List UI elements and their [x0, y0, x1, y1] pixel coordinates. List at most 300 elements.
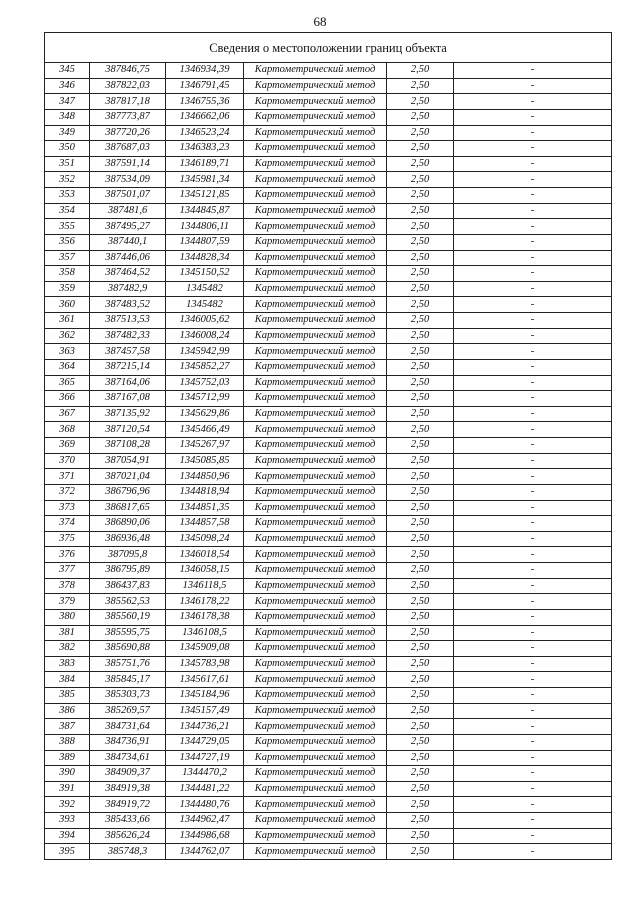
description-cell: -	[454, 719, 612, 735]
precision-cell: 2,50	[387, 438, 454, 454]
x-coordinate-cell: 387481,6	[90, 203, 166, 219]
description-cell: -	[454, 469, 612, 485]
y-coordinate-cell: 1345098,24	[166, 531, 244, 547]
description-cell: -	[454, 641, 612, 657]
table-row	[45, 484, 612, 500]
method-cell: Картометрический метод	[244, 594, 387, 610]
x-coordinate-cell: 384919,38	[90, 781, 166, 797]
y-coordinate-cell: 1344850,96	[166, 469, 244, 485]
description-cell: -	[454, 94, 612, 110]
y-coordinate-cell: 1344851,35	[166, 500, 244, 516]
method-cell: Картометрический метод	[244, 234, 387, 250]
point-number-cell: 395	[45, 844, 90, 860]
y-coordinate-cell: 1346755,36	[166, 94, 244, 110]
method-cell: Картометрический метод	[244, 78, 387, 94]
method-cell: Картометрический метод	[244, 266, 387, 282]
point-number-cell: 372	[45, 484, 90, 500]
precision-cell: 2,50	[387, 813, 454, 829]
point-number-cell: 390	[45, 766, 90, 782]
table-row	[45, 766, 612, 782]
y-coordinate-cell: 1346178,22	[166, 594, 244, 610]
description-cell: -	[454, 78, 612, 94]
method-cell: Картометрический метод	[244, 63, 387, 79]
precision-cell: 2,50	[387, 594, 454, 610]
description-cell: -	[454, 109, 612, 125]
y-coordinate-cell: 1344480,76	[166, 797, 244, 813]
x-coordinate-cell: 385433,66	[90, 813, 166, 829]
precision-cell: 2,50	[387, 578, 454, 594]
table-row	[45, 703, 612, 719]
x-coordinate-cell: 387817,18	[90, 94, 166, 110]
method-cell: Картометрический метод	[244, 766, 387, 782]
y-coordinate-cell: 1346018,54	[166, 547, 244, 563]
point-number-cell: 347	[45, 94, 90, 110]
precision-cell: 2,50	[387, 469, 454, 485]
x-coordinate-cell: 387720,26	[90, 125, 166, 141]
precision-cell: 2,50	[387, 188, 454, 204]
table-row	[45, 734, 612, 750]
point-number-cell: 386	[45, 703, 90, 719]
precision-cell: 2,50	[387, 234, 454, 250]
point-number-cell: 348	[45, 109, 90, 125]
table-row	[45, 797, 612, 813]
y-coordinate-cell: 1346178,38	[166, 609, 244, 625]
method-cell: Картометрический метод	[244, 563, 387, 579]
point-number-cell: 352	[45, 172, 90, 188]
table-row	[45, 453, 612, 469]
description-cell: -	[454, 609, 612, 625]
point-number-cell: 349	[45, 125, 90, 141]
method-cell: Картометрический метод	[244, 625, 387, 641]
method-cell: Картометрический метод	[244, 672, 387, 688]
description-cell: -	[454, 156, 612, 172]
point-number-cell: 361	[45, 313, 90, 329]
y-coordinate-cell: 1346058,15	[166, 563, 244, 579]
x-coordinate-cell: 387482,9	[90, 281, 166, 297]
point-number-cell: 351	[45, 156, 90, 172]
precision-cell: 2,50	[387, 281, 454, 297]
x-coordinate-cell: 387440,1	[90, 234, 166, 250]
description-cell: -	[454, 531, 612, 547]
description-cell: -	[454, 63, 612, 79]
table-row	[45, 719, 612, 735]
y-coordinate-cell: 1344727,19	[166, 750, 244, 766]
method-cell: Картометрический метод	[244, 94, 387, 110]
x-coordinate-cell: 387534,09	[90, 172, 166, 188]
point-number-cell: 365	[45, 375, 90, 391]
table-row	[45, 219, 612, 235]
x-coordinate-cell: 385303,73	[90, 688, 166, 704]
boundary-coordinates-table	[44, 32, 612, 860]
x-coordinate-cell: 387167,08	[90, 391, 166, 407]
method-cell: Картометрический метод	[244, 344, 387, 360]
x-coordinate-cell: 386795,89	[90, 563, 166, 579]
table-row	[45, 375, 612, 391]
precision-cell: 2,50	[387, 516, 454, 532]
x-coordinate-cell: 387457,58	[90, 344, 166, 360]
point-number-cell: 385	[45, 688, 90, 704]
point-number-cell: 370	[45, 453, 90, 469]
table-row	[45, 656, 612, 672]
precision-cell: 2,50	[387, 797, 454, 813]
x-coordinate-cell: 385748,3	[90, 844, 166, 860]
y-coordinate-cell: 1344470,2	[166, 766, 244, 782]
precision-cell: 2,50	[387, 453, 454, 469]
y-coordinate-cell: 1346008,24	[166, 328, 244, 344]
description-cell: -	[454, 500, 612, 516]
point-number-cell: 387	[45, 719, 90, 735]
y-coordinate-cell: 1346383,23	[166, 141, 244, 157]
precision-cell: 2,50	[387, 641, 454, 657]
y-coordinate-cell: 1344818,94	[166, 484, 244, 500]
description-cell: -	[454, 672, 612, 688]
precision-cell: 2,50	[387, 250, 454, 266]
method-cell: Картометрический метод	[244, 656, 387, 672]
table-row	[45, 78, 612, 94]
y-coordinate-cell: 1345629,86	[166, 406, 244, 422]
method-cell: Картометрический метод	[244, 750, 387, 766]
point-number-cell: 392	[45, 797, 90, 813]
description-cell: -	[454, 688, 612, 704]
y-coordinate-cell: 1344729,05	[166, 734, 244, 750]
x-coordinate-cell: 385690,88	[90, 641, 166, 657]
precision-cell: 2,50	[387, 359, 454, 375]
description-cell: -	[454, 750, 612, 766]
x-coordinate-cell: 384919,72	[90, 797, 166, 813]
method-cell: Картометрический метод	[244, 719, 387, 735]
point-number-cell: 368	[45, 422, 90, 438]
point-number-cell: 384	[45, 672, 90, 688]
table-row	[45, 297, 612, 313]
description-cell: -	[454, 781, 612, 797]
x-coordinate-cell: 384734,61	[90, 750, 166, 766]
method-cell: Картометрический метод	[244, 844, 387, 860]
description-cell: -	[454, 578, 612, 594]
point-number-cell: 367	[45, 406, 90, 422]
precision-cell: 2,50	[387, 766, 454, 782]
table-row	[45, 438, 612, 454]
precision-cell: 2,50	[387, 719, 454, 735]
description-cell: -	[454, 828, 612, 844]
description-cell: -	[454, 250, 612, 266]
y-coordinate-cell: 1344736,21	[166, 719, 244, 735]
precision-cell: 2,50	[387, 313, 454, 329]
method-cell: Картометрический метод	[244, 297, 387, 313]
precision-cell: 2,50	[387, 391, 454, 407]
description-cell: -	[454, 625, 612, 641]
point-number-cell: 373	[45, 500, 90, 516]
table-row	[45, 672, 612, 688]
method-cell: Картометрический метод	[244, 734, 387, 750]
y-coordinate-cell: 1344807,59	[166, 234, 244, 250]
point-number-cell: 350	[45, 141, 90, 157]
y-coordinate-cell: 1346189,71	[166, 156, 244, 172]
point-number-cell: 354	[45, 203, 90, 219]
table-row	[45, 94, 612, 110]
method-cell: Картометрический метод	[244, 547, 387, 563]
point-number-cell: 380	[45, 609, 90, 625]
x-coordinate-cell: 386796,96	[90, 484, 166, 500]
method-cell: Картометрический метод	[244, 531, 387, 547]
x-coordinate-cell: 387495,27	[90, 219, 166, 235]
method-cell: Картометрический метод	[244, 484, 387, 500]
table-row	[45, 641, 612, 657]
description-cell: -	[454, 234, 612, 250]
description-cell: -	[454, 813, 612, 829]
precision-cell: 2,50	[387, 672, 454, 688]
table-row	[45, 188, 612, 204]
method-cell: Картометрический метод	[244, 453, 387, 469]
y-coordinate-cell: 1344962,47	[166, 813, 244, 829]
description-cell: -	[454, 766, 612, 782]
method-cell: Картометрический метод	[244, 188, 387, 204]
precision-cell: 2,50	[387, 344, 454, 360]
method-cell: Картометрический метод	[244, 422, 387, 438]
point-number-cell: 346	[45, 78, 90, 94]
precision-cell: 2,50	[387, 703, 454, 719]
x-coordinate-cell: 387501,07	[90, 188, 166, 204]
table-row	[45, 156, 612, 172]
method-cell: Картометрический метод	[244, 313, 387, 329]
x-coordinate-cell: 385562,53	[90, 594, 166, 610]
x-coordinate-cell: 387513,53	[90, 313, 166, 329]
method-cell: Картометрический метод	[244, 250, 387, 266]
x-coordinate-cell: 385595,75	[90, 625, 166, 641]
method-cell: Картометрический метод	[244, 375, 387, 391]
x-coordinate-cell: 384909,37	[90, 766, 166, 782]
y-coordinate-cell: 1345121,85	[166, 188, 244, 204]
method-cell: Картометрический метод	[244, 438, 387, 454]
table-title: Сведения о местоположении границ объекта	[45, 33, 612, 63]
precision-cell: 2,50	[387, 828, 454, 844]
x-coordinate-cell: 385751,76	[90, 656, 166, 672]
x-coordinate-cell: 387054,91	[90, 453, 166, 469]
point-number-cell: 364	[45, 359, 90, 375]
x-coordinate-cell: 387215,14	[90, 359, 166, 375]
precision-cell: 2,50	[387, 781, 454, 797]
table-row	[45, 781, 612, 797]
precision-cell: 2,50	[387, 656, 454, 672]
y-coordinate-cell: 1346523,24	[166, 125, 244, 141]
method-cell: Картометрический метод	[244, 469, 387, 485]
method-cell: Картометрический метод	[244, 125, 387, 141]
y-coordinate-cell: 1345752,03	[166, 375, 244, 391]
method-cell: Картометрический метод	[244, 813, 387, 829]
y-coordinate-cell: 1345942,99	[166, 344, 244, 360]
y-coordinate-cell: 1345712,99	[166, 391, 244, 407]
x-coordinate-cell: 387095,8	[90, 547, 166, 563]
method-cell: Картометрический метод	[244, 109, 387, 125]
table-row	[45, 422, 612, 438]
y-coordinate-cell: 1346118,5	[166, 578, 244, 594]
table-row	[45, 250, 612, 266]
method-cell: Картометрический метод	[244, 156, 387, 172]
precision-cell: 2,50	[387, 547, 454, 563]
method-cell: Картометрический метод	[244, 219, 387, 235]
x-coordinate-cell: 387591,14	[90, 156, 166, 172]
description-cell: -	[454, 328, 612, 344]
precision-cell: 2,50	[387, 750, 454, 766]
method-cell: Картометрический метод	[244, 516, 387, 532]
description-cell: -	[454, 375, 612, 391]
x-coordinate-cell: 384731,64	[90, 719, 166, 735]
y-coordinate-cell: 1344857,58	[166, 516, 244, 532]
y-coordinate-cell: 1345783,98	[166, 656, 244, 672]
table-row	[45, 63, 612, 79]
description-cell: -	[454, 453, 612, 469]
table-row	[45, 234, 612, 250]
method-cell: Картометрический метод	[244, 578, 387, 594]
y-coordinate-cell: 1344845,87	[166, 203, 244, 219]
y-coordinate-cell: 1345981,34	[166, 172, 244, 188]
point-number-cell: 356	[45, 234, 90, 250]
description-cell: -	[454, 359, 612, 375]
y-coordinate-cell: 1345267,97	[166, 438, 244, 454]
y-coordinate-cell: 1344986,68	[166, 828, 244, 844]
precision-cell: 2,50	[387, 266, 454, 282]
description-cell: -	[454, 422, 612, 438]
x-coordinate-cell: 387846,75	[90, 63, 166, 79]
method-cell: Картометрический метод	[244, 406, 387, 422]
x-coordinate-cell: 387773,87	[90, 109, 166, 125]
description-cell: -	[454, 344, 612, 360]
description-cell: -	[454, 125, 612, 141]
table-row	[45, 359, 612, 375]
precision-cell: 2,50	[387, 78, 454, 94]
x-coordinate-cell: 385269,57	[90, 703, 166, 719]
x-coordinate-cell: 387483,52	[90, 297, 166, 313]
table-row	[45, 391, 612, 407]
point-number-cell: 358	[45, 266, 90, 282]
point-number-cell: 375	[45, 531, 90, 547]
y-coordinate-cell: 1345157,49	[166, 703, 244, 719]
method-cell: Картометрический метод	[244, 281, 387, 297]
point-number-cell: 357	[45, 250, 90, 266]
table-row	[45, 141, 612, 157]
precision-cell: 2,50	[387, 125, 454, 141]
method-cell: Картометрический метод	[244, 359, 387, 375]
description-cell: -	[454, 797, 612, 813]
table-body	[45, 63, 612, 860]
table-row	[45, 328, 612, 344]
x-coordinate-cell: 385845,17	[90, 672, 166, 688]
table-row	[45, 563, 612, 579]
precision-cell: 2,50	[387, 297, 454, 313]
precision-cell: 2,50	[387, 94, 454, 110]
y-coordinate-cell: 1346934,39	[166, 63, 244, 79]
method-cell: Картометрический метод	[244, 500, 387, 516]
x-coordinate-cell: 387687,03	[90, 141, 166, 157]
method-cell: Картометрический метод	[244, 828, 387, 844]
x-coordinate-cell: 387822,03	[90, 78, 166, 94]
description-cell: -	[454, 734, 612, 750]
method-cell: Картометрический метод	[244, 172, 387, 188]
table-row	[45, 531, 612, 547]
y-coordinate-cell: 1344806,11	[166, 219, 244, 235]
table-row	[45, 313, 612, 329]
point-number-cell: 371	[45, 469, 90, 485]
method-cell: Картометрический метод	[244, 797, 387, 813]
method-cell: Картометрический метод	[244, 703, 387, 719]
description-cell: -	[454, 484, 612, 500]
precision-cell: 2,50	[387, 609, 454, 625]
x-coordinate-cell: 387464,52	[90, 266, 166, 282]
x-coordinate-cell: 386817,65	[90, 500, 166, 516]
description-cell: -	[454, 297, 612, 313]
table-row	[45, 125, 612, 141]
table-row	[45, 594, 612, 610]
y-coordinate-cell: 1344762,07	[166, 844, 244, 860]
description-cell: -	[454, 172, 612, 188]
y-coordinate-cell: 1345482	[166, 281, 244, 297]
point-number-cell: 381	[45, 625, 90, 641]
method-cell: Картометрический метод	[244, 391, 387, 407]
x-coordinate-cell: 387164,06	[90, 375, 166, 391]
method-cell: Картометрический метод	[244, 141, 387, 157]
y-coordinate-cell: 1345466,49	[166, 422, 244, 438]
description-cell: -	[454, 203, 612, 219]
point-number-cell: 353	[45, 188, 90, 204]
precision-cell: 2,50	[387, 141, 454, 157]
point-number-cell: 394	[45, 828, 90, 844]
point-number-cell: 366	[45, 391, 90, 407]
table-row	[45, 500, 612, 516]
table-row	[45, 109, 612, 125]
description-cell: -	[454, 266, 612, 282]
description-cell: -	[454, 391, 612, 407]
x-coordinate-cell: 387021,04	[90, 469, 166, 485]
table-title-row	[45, 33, 612, 63]
description-cell: -	[454, 313, 612, 329]
y-coordinate-cell: 1345617,61	[166, 672, 244, 688]
y-coordinate-cell: 1345184,96	[166, 688, 244, 704]
description-cell: -	[454, 563, 612, 579]
point-number-cell: 383	[45, 656, 90, 672]
point-number-cell: 382	[45, 641, 90, 657]
x-coordinate-cell: 386936,48	[90, 531, 166, 547]
x-coordinate-cell: 384736,91	[90, 734, 166, 750]
precision-cell: 2,50	[387, 625, 454, 641]
method-cell: Картометрический метод	[244, 781, 387, 797]
description-cell: -	[454, 844, 612, 860]
table-row	[45, 609, 612, 625]
precision-cell: 2,50	[387, 688, 454, 704]
y-coordinate-cell: 1346108,5	[166, 625, 244, 641]
method-cell: Картометрический метод	[244, 328, 387, 344]
description-cell: -	[454, 406, 612, 422]
precision-cell: 2,50	[387, 156, 454, 172]
table-row	[45, 750, 612, 766]
table-row	[45, 547, 612, 563]
point-number-cell: 362	[45, 328, 90, 344]
page-number: 68	[313, 14, 327, 29]
description-cell: -	[454, 547, 612, 563]
y-coordinate-cell: 1345852,27	[166, 359, 244, 375]
precision-cell: 2,50	[387, 203, 454, 219]
description-cell: -	[454, 656, 612, 672]
x-coordinate-cell: 387135,92	[90, 406, 166, 422]
y-coordinate-cell: 1346791,45	[166, 78, 244, 94]
point-number-cell: 391	[45, 781, 90, 797]
precision-cell: 2,50	[387, 734, 454, 750]
table-row	[45, 813, 612, 829]
table-row	[45, 578, 612, 594]
description-cell: -	[454, 281, 612, 297]
x-coordinate-cell: 386890,06	[90, 516, 166, 532]
precision-cell: 2,50	[387, 328, 454, 344]
method-cell: Картометрический метод	[244, 641, 387, 657]
description-cell: -	[454, 516, 612, 532]
